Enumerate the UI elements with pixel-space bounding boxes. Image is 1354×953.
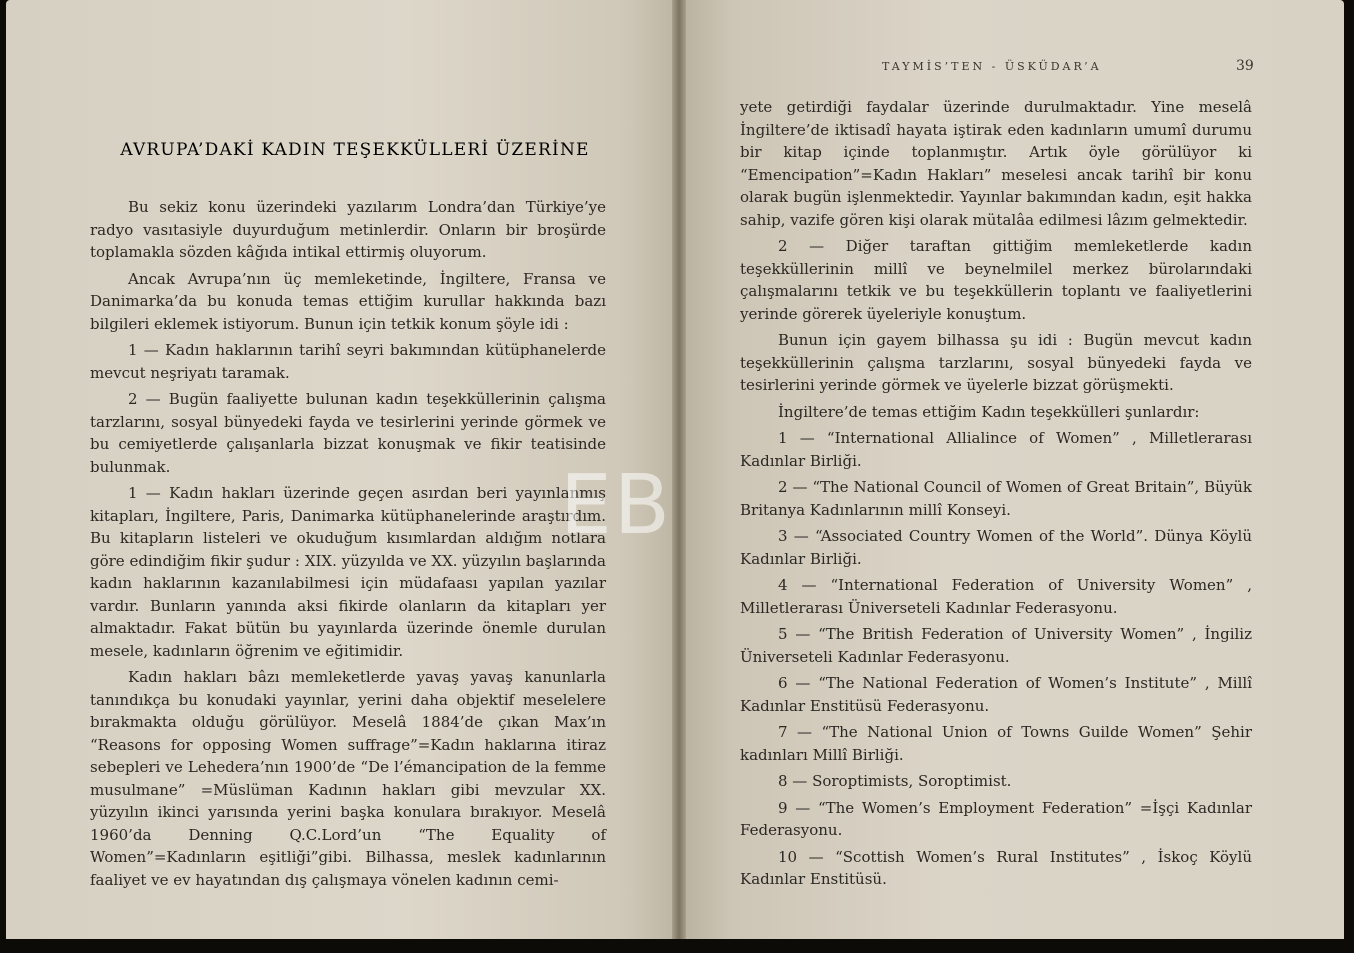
running-head: TAYMİS’TEN - ÜSKÜDAR’A bbox=[882, 60, 1102, 73]
list-item: 9 — “The Women’s Employment Federation” =İşçi Kadınlar Federasyonu. bbox=[740, 798, 1252, 839]
paragraph: 2 — Diğer taraftan gittiğim memleketlerde kadın teşekküllerinin millî ve beynelmilel merkez bürolarındaki çalışmalarını tetkik ve bu teşekküllerin toplantı ve faaliyetlerini yerinde görerek üyeleriyle konuştum. bbox=[740, 237, 1252, 323]
page-number: 39 bbox=[1236, 58, 1254, 74]
list-item: 2 — “The National Council of Women of Great Britain”, Büyük Britanya Kadınlarının millî Konseyi. bbox=[740, 478, 1252, 519]
list-item: 7 — “The National Union of Towns Guilde Women” Şehir kadınları Millî Birliği. bbox=[740, 723, 1252, 764]
list-item: 8 — Soroptimists, Soroptimist. bbox=[778, 772, 1012, 790]
paragraph: Bunun için gayem bilhassa şu idi : Bugün mevcut kadın teşekküllerinin çalışma tarzlarını, sosyal bünyedeki fayda ve tesirlerini yerinde görmek ve üyelerle bizzat görüşmekti. bbox=[740, 331, 1252, 394]
paragraph: 1 — Kadın haklarının tarihî seyri bakımından kütüphanelerde mevcut neşriyatı taramak. bbox=[90, 341, 606, 382]
list-item: 5 — “The British Federation of University Women” , İngiliz Üniverseteli Kadınlar Federasyonu. bbox=[740, 625, 1252, 666]
watermark: EB bbox=[560, 458, 673, 553]
paragraph: Ancak Avrupa’nın üç memleketinde, İngiltere, Fransa ve Danimarka’da bu konuda temas ettiğim kurullar hakkında bazı bilgileri eklemek istiyorum. Bunun için tetkik konum şöyle idi : bbox=[90, 269, 606, 333]
paragraph: İngiltere’de temas ettiğim Kadın teşekkülleri şunlardır: bbox=[778, 402, 1200, 421]
list-item: 10 — “Scottish Women’s Rural Institutes” , İskoç Köylü Kadınlar Enstitüsü. bbox=[740, 847, 1252, 888]
list-item: 6 — “The National Federation of Women’s Institute” , Millî Kadınlar Enstitüsü Federasyonu. bbox=[740, 674, 1252, 715]
paragraph: Bu sekiz konu üzerindeki yazılarım Londra’dan Türkiye’ye radyo vasıtasiyle duyurduğum metinlerdir. Onların bir broşürde toplamakla sözden kâğıda intikal ettirmiş oluyorum. bbox=[90, 198, 606, 261]
right-page-body bbox=[740, 96, 1252, 895]
continued-paragraph: yete getirdiği faydalar üzerinde durulmaktadır. Yine meselâ İngiltere’de iktisadî hayata iştirak eden kadınların umumî durumu bir kitap içinde toplanmıştır. Artık öyle görülüyor ki “Emencipation”=Kadın Hakları” meselesi ancak tarihî bir konu olarak bugün işlenmektedir. Yayınlar bakımından kadın, eşit hakka sahip, vazife gören kişi olarak mütalâa edilmesi lâzım gelmektedir. bbox=[740, 98, 1252, 229]
right-edge-shadow bbox=[1344, 0, 1354, 953]
paragraph: 2 — Bugün faaliyette bulunan kadın teşekküllerinin çalışma tarzlarını, sosyal bünyedeki fayda ve tesirlerini yerinde görmek ve bu cemiyetlerde çalışanlarla bizzat konuşmak ve fikir teatisinde bulunmak. bbox=[90, 390, 606, 476]
paragraph: Kadın hakları bâzı memleketlerde yavaş yavaş kanunlarla tanındıkça bu konudaki yayınlar, yerini daha objektif meselelere bırakmakta olduğu görülüyor. Meselâ 1884’de çıkan Max’ın “Reasons for opposing Women suffrage”=Kadın haklarına itiraz sebepleri ve Lehedera’nın 1900’de “De l’émancipation de la femme musulmane” =Müslüman Kadının hakları gibi mevzular XX. yüzyılın ikinci yarısında yerini başka konulara bırakıyor. Meselâ 1960’da Denning Q.C.Lord’un “The Equality of Women”=Kadınların eşitliği”gibi. Bilhassa, meslek kadınlarının faaliyet ve ev hayatından dış çalışmaya vönelen kadının cemi- bbox=[90, 668, 606, 889]
left-page-body bbox=[90, 196, 606, 895]
paragraph: 1 — Kadın hakları üzerinde geçen asırdan beri yayınlanmış kitapları, İngiltere, Paris, Danimarka kütüphanelerinde araştırdım. Bu kitapların listeleri ve okuduğum kısımlardan aldığım notlara göre edindiğim fikir şudur : XIX. yüzyılda ve XX. yüzyılın başlarında kadın haklarının kazanılabilmesi için müdafaası yapılan yazılar vardır. Bunların yanında aksi fikirde olanların da kitapları yer almaktadır. Fakat bütün bu yayınlarda üzerinde önemle durulan mesele, kadınların öğrenim ve eğitimidir. bbox=[90, 484, 606, 660]
book-spine bbox=[672, 0, 686, 953]
chapter-title: AVRUPA’DAKİ KADIN TEŞEKKÜLLERİ ÜZERİNE bbox=[120, 140, 590, 160]
list-item: 3 — “Associated Country Women of the World”. Dünya Köylü Kadınlar Birliği. bbox=[740, 527, 1252, 568]
bottom-shadow bbox=[0, 939, 1354, 953]
list-item: 4 — “International Federation of University Women” , Milletlerarası Üniverseteli Kadınlar Federasyonu. bbox=[740, 576, 1252, 617]
list-item: 1 — “International Allialince of Women” , Milletlerarası Kadınlar Birliği. bbox=[740, 429, 1252, 470]
